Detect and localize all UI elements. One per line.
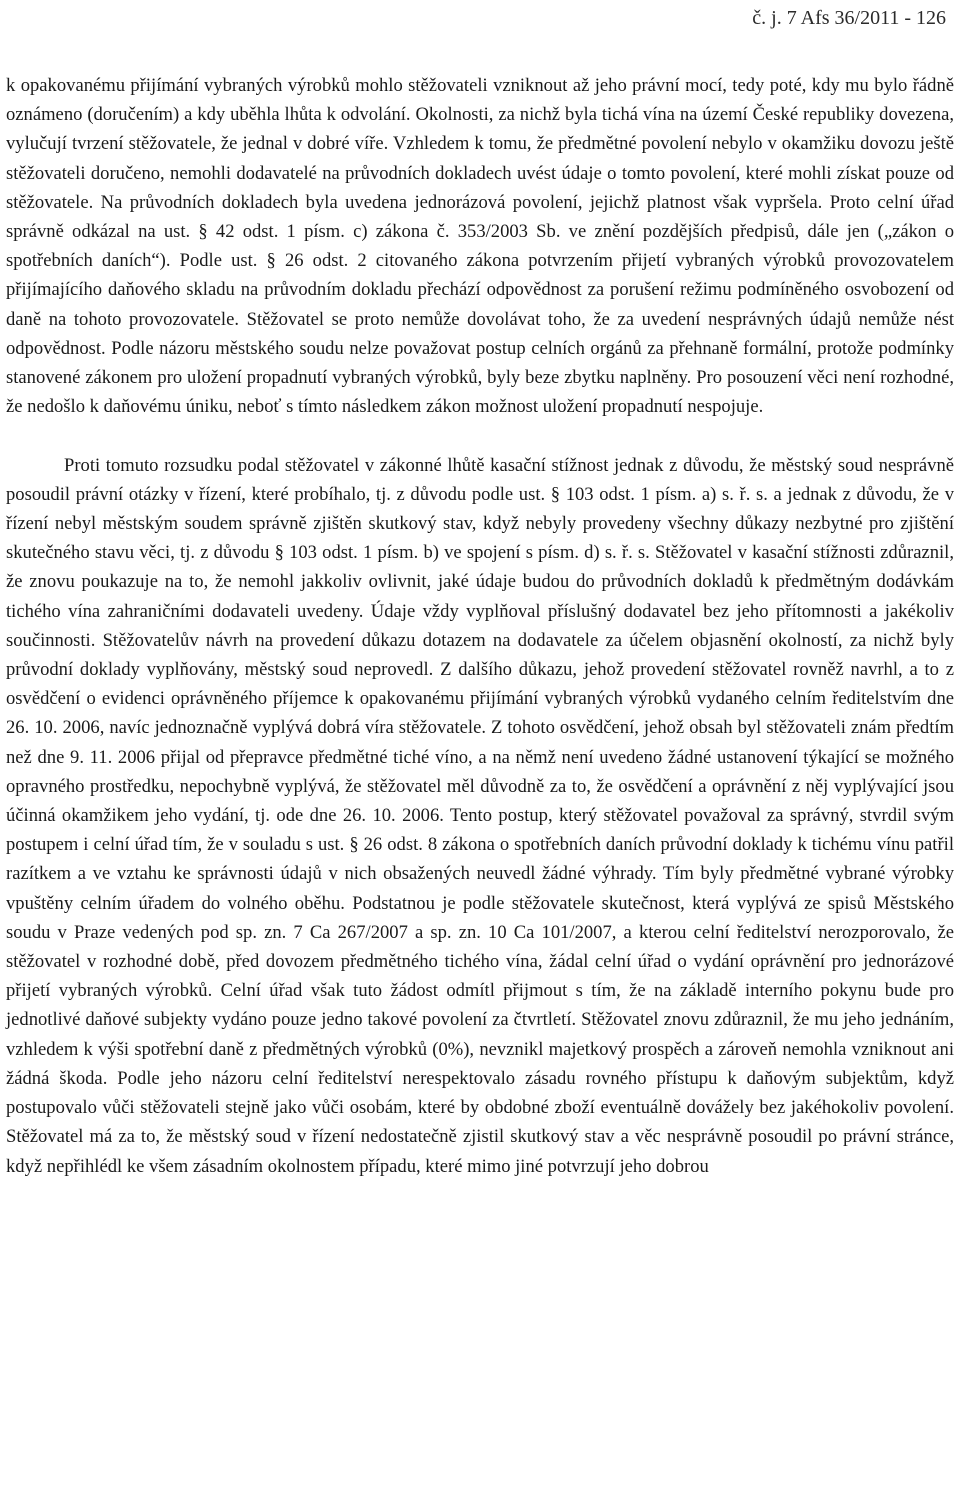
case-number-header: č. j. 7 Afs 36/2011 - 126 <box>752 7 946 29</box>
paragraph-cassation-complaint: Proti tomuto rozsudku podal stěžovatel v zákonné lhůtě kasační stížnost jednak z důvodu, že městský soud nesprávně posoudil právní otázky v řízení, které probíhalo, tj. z důvodu podle ust. § 103 odst. 1 písm. a) s. ř. s. a jednak z důvodu, že v řízení nebyl městským soudem správně zjištěn skutkový stav, když nebyly provedeny všechny důkazy nezbytné pro zjištění skutečného stavu věci, tj. z důvodu § 103 odst. 1 písm. b) ve spojení s písm. d) s. ř. s. Stěžovatel v kasační stížnosti zdůraznil, že znovu poukazuje na to, že nemohl jakkoliv ovlivnit, jaké údaje budou do průvodních dokladů k předmětným dodávkám tichého vína zahraničními dodavateli uvedeny. Údaje vždy vyplňoval příslušný dodavatel bez jeho přítomnosti a jakékoliv součinnosti. Stěžovatelův návrh na provedení důkazu dotazem na dodavatele za účelem objasnění okolností, za nichž byly průvodní doklady vyplňovány, městský soud neprovedl. Z dalšího důkazu, jehož provedení stěžovatel rovněž navrhl, a to z osvědčení o evidenci oprávněného příjemce k opakovanému přijímání vybraných výrobků vydaného celním ředitelstvím dne 26. 10. 2006, navíc jednoznačně vyplývá dobrá víra stěžovatele. Z tohoto osvědčení, jehož obsah byl stěžovateli znám předtím než dne 9. 11. 2006 přijal od přepravce předmětné tiché víno, a na němž není uvedeno žádné ustanovení týkající se možného opravného prostředku, nepochybně vyplývá, že stěžovatel měl důvodně za to, že osvědčení a oprávnění z něj vyplývající jsou účinná okamžikem jeho vydání, tj. ode dne 26. 10. 2006. Tento postup, který stěžovatel považoval za správný, stvrdil svým postupem i celní úřad tím, že v souladu s ust. § 26 odst. 8 zákona o spotřebních daních průvodní doklady k tichému vínu patřil razítkem a ve vztahu ke správnosti údajů v nich obsažených neuvedl žádné výhrady. Tím byly předmětné vybrané výrobky vpuštěny celním úřadem do volného oběhu. Podstatnou je podle stěžovatele skutečnost, která vyplývá ze spisů Městského soudu v Praze vedených pod sp. zn. 7 Ca 267/2007 a sp. zn. 10 Ca 101/2007, a kterou celní ředitelství nerozporovalo, že stěžovatel v rozhodné době, před dovozem předmětného tichého vína, žádal celní úřad o vydání oprávnění pro jednorázové přijetí vybraných výrobků. Celní úřad však tuto žádost odmítl přijmout s tím, že na základě interního pokynu bude pro jednotlivé daňové subjekty vydáno pouze jedno takové povolení za čtvrtletí. Stěžovatel znovu zdůraznil, že mu jeho jednáním, vzhledem k výši spotřební daně z předmětných výrobků (0%), nevznikl majetkový prospěch a zároveň nemohla vzniknout ani žádná škoda. Podle jeho názoru celní ředitelství nerespektovalo zásadu rovného přístupu k daňovým subjektům, když postupovalo vůči stěžovateli stejně jako vůči osobám, které by obdobné zboží eventuálně dovážely bez jakéhokoliv povolení. Stěžovatel má za to, že městský soud v řízení nedostatečně zjistil skutkový stav a věc nesprávně posoudil po právní stránce, když nepřihlédl ke všem zásadním okolnostem případu, které mimo jiné potvrzují jeho dobrou <box>6 454 954 1177</box>
paragraph-city-court-reasoning: k opakovanému přijímání vybraných výrobků mohlo stěžovateli vzniknout až jeho právní mocí, tedy poté, kdy mu bylo řádně oznámeno (doručením) a kdy uběhla lhůta k odvolání. Okolnosti, za nichž byla tichá vína na území České republiky dovezena, vylučují tvrzení stěžovatele, že jednal v dobré víře. Vzhledem k tomu, že předmětné povolení nebylo v okamžiku dovozu ještě stěžovateli doručeno, nemohli dodavatelé na průvodních dokladech uvést údaje o tomto povolení, které mohli získat pouze od stěžovatele. Na průvodních dokladech byla uvedena jednorázová povolení, jejichž platnost však vypršela. Proto celní úřad správně odkázal na ust. § 42 odst. 1 písm. c) zákona č. 353/2003 Sb. ve znění pozdějších předpisů, dále jen („zákon o spotřebních daních“). Podle ust. § 26 odst. 2 citovaného zákona potvrzením přijetí vybraných výrobků provozovatelem přijímajícího daňového skladu na průvodním dokladu přechází odpovědnost za porušení režimu podmíněného osvobození od daně na tohoto provozovatele. Stěžovatel se proto nemůže dovolávat toho, že za uvedení nesprávných údajů nemůže nést odpovědnost. Podle názoru městského soudu nelze považovat postup celních orgánů za přehnaně formální, protože podmínky stanovené zákonem pro uložení propadnutí vybraných výrobků, byly beze zbytku naplněny. Pro posouzení věci není rozhodné, že nedošlo k daňovému úniku, neboť s tímto následkem zákon možnost uložení propadnutí nespojuje. <box>6 75 954 418</box>
document-body <box>6 71 954 1181</box>
